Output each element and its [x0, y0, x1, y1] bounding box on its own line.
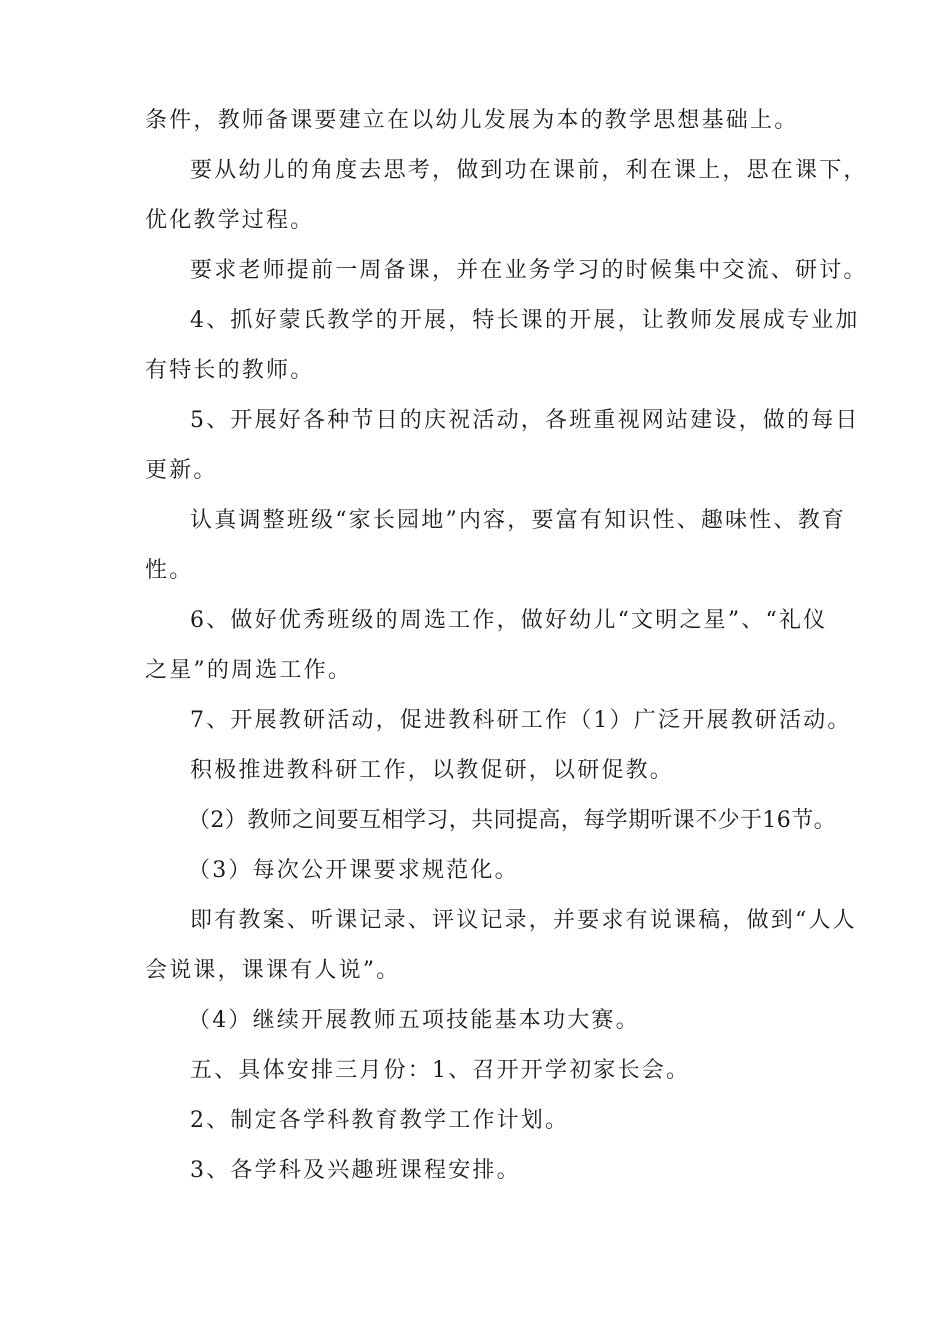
paragraph-line: 要从幼儿的角度去思考，做到功在课前，利在课上，思在课下， — [190, 158, 868, 183]
paragraph-line: 2、制定各学科教育教学工作计划。 — [190, 1108, 570, 1133]
paragraph-line: 优化教学过程。 — [145, 208, 315, 233]
paragraph-line: 4、抓好蒙氏教学的开展，特长课的开展，让教师发展成专业加 — [190, 308, 860, 333]
paragraph-line: 性。 — [145, 558, 194, 583]
paragraph-line: 认真调整班级“家长园地”内容，要富有知识性、趣味性、教育 — [190, 508, 847, 533]
paragraph-line: 要求老师提前一周备课，并在业务学习的时候集中交流、研讨。 — [190, 258, 868, 283]
paragraph-line: 有特长的教师。 — [145, 358, 315, 383]
paragraph-line: 6、做好优秀班级的周选工作，做好幼儿“文明之星”、“礼仪 — [190, 608, 828, 633]
paragraph-line: 会说课，课课有人说”。 — [145, 958, 401, 983]
paragraph-line: 3、各学科及兴趣班课程安排。 — [190, 1158, 521, 1183]
paragraph-line: 5、开展好各种节日的庆祝活动，各班重视网站建设，做的每日 — [190, 408, 860, 433]
paragraph-line: 即有教案、听课记录、评议记录，并要求有说课稿，做到“人人 — [190, 908, 857, 933]
paragraph-line: 条件，教师备课要建立在以幼儿发展为本的教学思想基础上。 — [145, 108, 799, 133]
paragraph-line: 五、具体安排三月份：1、召开开学初家长会。 — [190, 1058, 691, 1083]
paragraph-line: 7、开展教研活动，促进教科研工作（1）广泛开展教研活动。 — [190, 708, 852, 733]
paragraph-line: 之星”的周选工作。 — [145, 658, 353, 683]
paragraph-line: 更新。 — [145, 458, 218, 483]
paragraph-line: （4）继续开展教师五项技能基本功大赛。 — [188, 1008, 640, 1033]
paragraph-line: （3）每次公开课要求规范化。 — [188, 858, 519, 883]
paragraph-line: 积极推进教科研工作，以教促研，以研促教。 — [190, 758, 675, 783]
paragraph-line: （2）教师之间要互相学习，共同提高，每学期听课不少于16节。 — [188, 808, 836, 833]
